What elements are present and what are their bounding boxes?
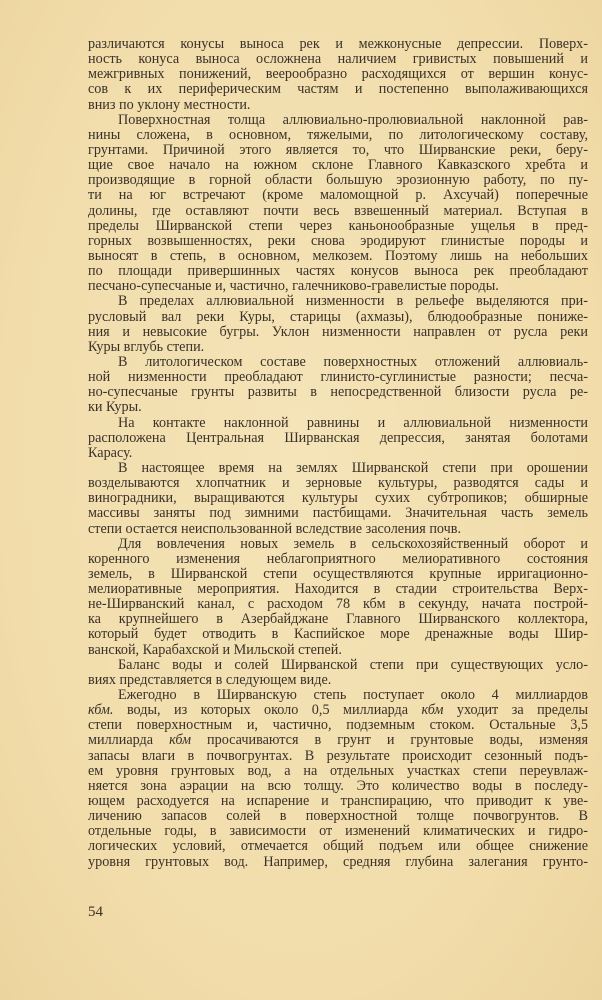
paragraph [88, 355, 588, 416]
text-line: Куры вглубь степи. [88, 338, 205, 355]
text-line: Для вовлечения новых земель в сельскохозяйственный оборот и [118, 535, 588, 552]
text-line: возделываются хлопчатник и зерновые культуры, разводятся сады и [88, 475, 588, 492]
text-line: вниз по уклону местности. [88, 96, 251, 113]
text-line: ти на юг встречают (кроме маломощной р. Ахсучай) поперечные [88, 187, 588, 204]
text-line: но-супесчаные грунты развиты в непосредственной близости русла ре- [88, 384, 588, 401]
text-line: ка крупнейшего в Азербайджане Главного Ширванского коллектора, [88, 611, 588, 628]
text-line: В настоящее время на землях Ширванской степи при орошении [118, 459, 588, 476]
text-line: ки Куры. [88, 399, 142, 416]
text-line: В пределах аллювиальной низменности в рельефе выделяются при- [118, 293, 588, 310]
text-line: ния и невысокие бугры. Уклон низменности направлен от русла реки [88, 323, 588, 340]
text-line: русловый вал реки Куры, старицы (ахмазы), блюдообразные пониже- [88, 308, 588, 325]
text-line: уровня грунтовых вод. Например, средняя глубина залегания грунто- [88, 853, 588, 870]
text-line: ванской, Карабахской и Мильской степей. [88, 641, 342, 658]
text-segment: просачиваются в грунт и грунтовые воды, изменяя [191, 732, 588, 749]
text-line: В литологическом составе поверхностных отложений аллювиаль- [118, 353, 588, 370]
text-line: долины, где оставляют почти весь взвешенный материал. Вступая в [88, 202, 588, 219]
text-line: Ежегодно в Ширванскую степь поступает около 4 миллиардов [118, 687, 588, 704]
text-line: нины сложена, в основном, тяжелыми, по литологическому составу, [88, 126, 588, 143]
text-line: ем уровня грунтовых вод, а на отдельных участках степи переувлаж- [88, 762, 588, 779]
italic-unit: кбм [169, 732, 191, 749]
italic-unit: кбм. [88, 702, 114, 719]
paragraph [88, 658, 588, 688]
text-line: степи остается неиспользованной вследствие засоления почв. [88, 520, 462, 537]
paragraph [88, 113, 588, 295]
text-line: щие свое начало на южном склоне Главного Кавказского хребта и [88, 157, 588, 174]
paragraph [88, 461, 588, 537]
text-line: грунтами. Причиной этого является то, что Ширванские реки, беру- [88, 141, 588, 158]
text-line: сов к их периферическим частям и постепенно выполаживающихся [88, 81, 588, 98]
text-line: Баланс воды и солей Ширванской степи при существующих усло- [118, 656, 588, 673]
text-line: различаются конусы выноса рек и межконусные депрессии. Поверх- [88, 36, 588, 52]
text-line: ность конуса выноса осложнена наличием гривистых повышений и [88, 51, 588, 68]
text-segment: миллиарда [88, 732, 170, 749]
text-line: земель, в Ширванской степи осуществляются крупные ирригационно- [88, 565, 588, 582]
italic-unit: кбм [421, 702, 444, 719]
text-line: степи поверхностным и, частично, подземным стоком. Остальные 3,5 [88, 717, 588, 734]
text-line: пределы Ширванской степи через каньонообразные ущелья в пред- [88, 217, 588, 234]
text-line: На контакте наклонной равнины и аллювиальной низменности [118, 414, 588, 431]
text-line: который будет отводить в Каспийское море дренажные воды Шир- [88, 626, 588, 643]
paragraph [88, 294, 588, 355]
body-text [88, 37, 588, 870]
text-line: мелиоративные мероприятия. Находится в стадии строительства Верх- [88, 581, 588, 598]
page-number: 54 [88, 904, 103, 920]
text-line: песчано-супесчаные и, частично, галечниково-гравелистые породы. [88, 278, 499, 295]
text-line: производящие в горной области большую эрозионную работу, по пу- [88, 172, 588, 189]
text-line [88, 703, 588, 718]
text-segment: воды, из которых около 0,5 миллиарда [113, 702, 422, 719]
text-line: логических условий, отмечается общий подъем или общее снижение [88, 838, 588, 855]
paragraph [88, 537, 588, 658]
text-line: не-Ширванский канал, с расходом 78 кбм в секунду, начата построй- [88, 596, 588, 613]
text-line: ющем расходуется на испарение и транспирацию, что приводит к уве- [88, 793, 588, 810]
text-line: горных возвышенностях, реки снова эродируют глинистые породы и [88, 232, 588, 249]
text-line: коренного изменения неблагоприятного мелиоративного состояния [88, 550, 588, 567]
text-segment: уходит за пределы [443, 702, 588, 719]
text-line: виноградники, выращиваются культуры сухих субтропиков; обширные [88, 490, 588, 507]
text-line: Поверхностная толща аллювиально-пролювиальной наклонной рав- [118, 111, 588, 128]
text-line: расположена Центральная Ширванская депрессия, занятая болотами [88, 429, 588, 446]
text-line: Карасу. [88, 444, 133, 461]
text-line: массивы заняты под зимними пастбищами. Значительная часть земель [88, 505, 588, 522]
text-line: выносят в степь, в основном, мелкозем. Поэтому лишь на небольших [88, 247, 588, 264]
text-line: личению запасов солей в поверхностной толще почвогрунтов. В [88, 808, 588, 825]
text-line: по площади привершинных частях конусов выноса рек преобладают [88, 263, 588, 280]
text-line: ной низменности преобладают глинисто-суглинистые разности; песча- [88, 369, 588, 386]
paragraph [88, 688, 588, 870]
text-line: межгривных понижений, веерообразно расходящихся от вершин конус- [88, 66, 588, 83]
paragraph [88, 37, 588, 113]
text-line: виях представляется в следующем виде. [88, 671, 332, 688]
text-line [88, 733, 588, 748]
text-line: отдельные годы, в зависимости от изменений климатических и гидро- [88, 823, 588, 840]
paragraph [88, 416, 588, 461]
text-line: запасы влаги в почвогрунтах. В результате происходит сезонный подъ- [88, 747, 588, 764]
text-line: няется зона аэрации на всю толщу. Это количество воды в последу- [88, 777, 588, 794]
